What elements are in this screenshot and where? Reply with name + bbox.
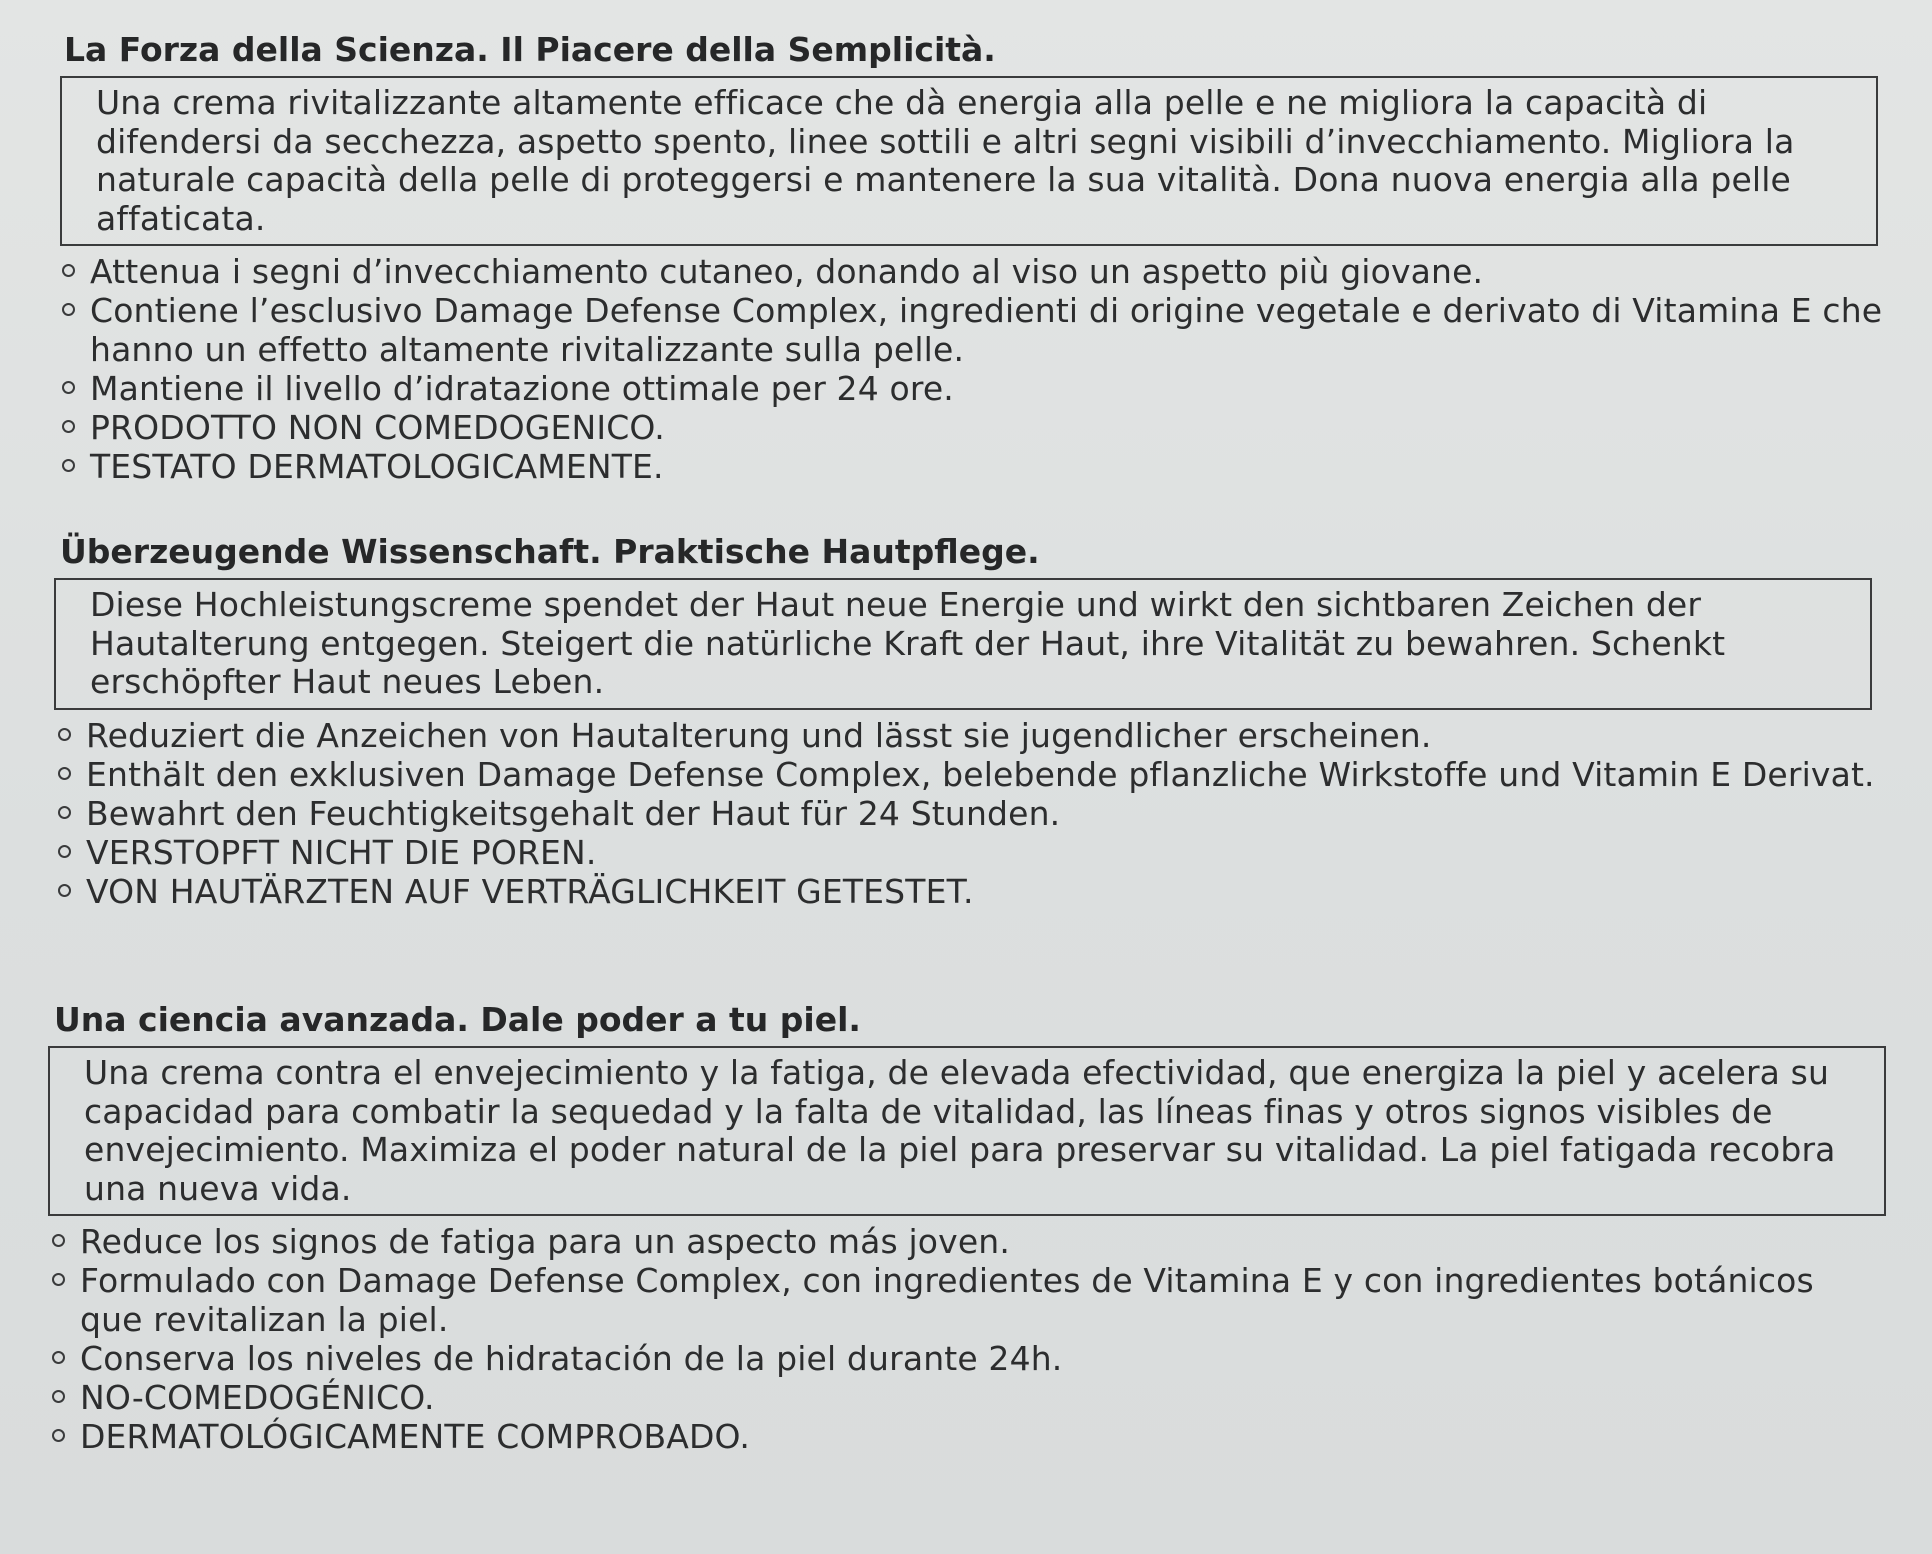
bullet-text: Mantiene il livello d’idratazione ottimale per 24 ore. [90,369,954,408]
circle-bullet-icon [52,1234,65,1247]
bullet-item [58,833,1888,872]
bullet-item [58,794,1888,833]
bullet-text: Enthält den exklusiven Damage Defense Complex, belebende pflanzliche Wirkstoffe und Vitamin E Derivat. [86,754,1875,794]
bullet-text: NO-COMEDOGÉNICO. [80,1378,435,1417]
circle-bullet-icon [62,381,75,394]
bullet-text: Formulado con Damage Defense Complex, con ingredientes de Vitamina E y con ingredientes botánicos que revitalizan la piel. [80,1261,1814,1339]
circle-bullet-icon [62,459,75,472]
circle-bullet-icon [52,1429,65,1442]
bullet-text: Conserva los niveles de hidratación de la piel durante 24h. [80,1339,1063,1378]
section-title: Überzeugende Wissenschaft. Praktische Hautpflege. [60,532,1040,571]
bullet-item [62,369,1892,408]
description-box: Una crema contra el envejecimiento y la fatiga, de elevada efectividad, que energiza la piel y acelera su capacidad para combatir la sequedad y la falta de vitalidad, las líneas finas y otros signos visibles de envejecimiento. Maximiza el poder natural de la piel para preservar su vitalidad. La piel fatigada recobra una nueva vida. [48,1046,1886,1216]
circle-bullet-icon [58,728,71,741]
bullet-text: Reduce los signos de fatiga para un aspecto más joven. [80,1222,1010,1261]
bullet-item [52,1222,1882,1261]
circle-bullet-icon [62,303,75,316]
bullet-text: DERMATOLÓGICAMENTE COMPROBADO. [80,1417,750,1456]
section-title: La Forza della Scienza. Il Piacere della Semplicità. [64,30,996,69]
circle-bullet-icon [58,884,71,897]
circle-bullet-icon [52,1351,65,1364]
section-german [48,532,1888,911]
bullet-item [52,1339,1882,1378]
bullet-list [58,716,1888,911]
section-spanish [42,1000,1882,1456]
bullet-item [58,872,1888,911]
bullet-item [62,408,1892,447]
circle-bullet-icon [62,264,75,277]
bullet-item [58,755,1888,794]
section-title: Una ciencia avanzada. Dale poder a tu piel. [54,1000,861,1039]
bullet-list [62,252,1892,486]
circle-bullet-icon [62,420,75,433]
bullet-item [58,716,1888,755]
bullet-text: PRODOTTO NON COMEDOGENICO. [90,408,665,447]
bullet-item [62,447,1892,486]
circle-bullet-icon [58,806,71,819]
bullet-item [52,1378,1882,1417]
bullet-text: VON HAUTÄRZTEN AUF VERTRÄGLICHKEIT GETESTET. [86,871,974,911]
bullet-list [52,1222,1882,1456]
description-box: Una crema rivitalizzante altamente efficace che dà energia alla pelle e ne migliora la capacità di difendersi da secchezza, aspetto spento, linee sottili e altri segni visibili d’invecchiamento. Migliora la naturale capacità della pelle di proteggersi e mantenere la sua vitalità. Dona nuova energia alla pelle affaticata. [60,76,1878,246]
bullet-item [62,252,1892,291]
bullet-text: VERSTOPFT NICHT DIE POREN. [86,832,597,872]
description-box: Diese Hochleistungscreme spendet der Haut neue Energie und wirkt den sichtbaren Zeichen der Hautalterung entgegen. Steigert die natürliche Kraft der Haut, ihre Vitalität zu bewahren. Schenkt erschöpfter Haut neues Leben. [54,578,1872,710]
circle-bullet-icon [52,1273,65,1286]
section-italian [52,30,1892,486]
circle-bullet-icon [58,845,71,858]
circle-bullet-icon [52,1390,65,1403]
bullet-text: Contiene l’esclusivo Damage Defense Complex, ingredienti di origine vegetale e derivato di Vitamina E che hanno un effetto altamente rivitalizzante sulla pelle. [90,291,1883,369]
bullet-text: Attenua i segni d’invecchiamento cutaneo, donando al viso un aspetto più giovane. [90,252,1484,291]
bullet-text: Bewahrt den Feuchtigkeitsgehalt der Haut für 24 Stunden. [86,793,1061,833]
bullet-text: TESTATO DERMATOLOGICAMENTE. [90,447,664,486]
bullet-item [62,291,1892,369]
bullet-item [52,1261,1882,1339]
bullet-text: Reduziert die Anzeichen von Hautalterung und lässt sie jugendlicher erscheinen. [86,715,1432,755]
bullet-item [52,1417,1882,1456]
circle-bullet-icon [58,767,71,780]
